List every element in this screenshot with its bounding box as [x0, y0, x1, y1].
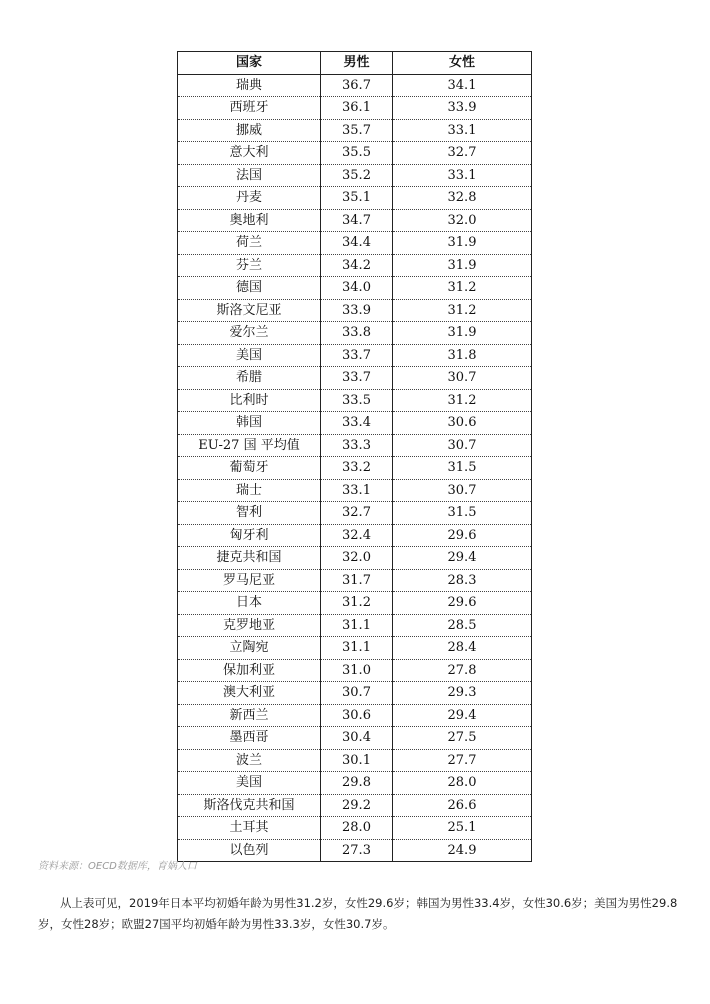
table-row — [178, 97, 532, 120]
cell-female: 28.3 — [393, 569, 532, 592]
cell-country: 波兰 — [178, 749, 321, 772]
cell-male: 36.1 — [321, 97, 393, 120]
cell-female: 31.2 — [393, 277, 532, 300]
cell-country: 奥地利 — [178, 209, 321, 232]
header-country: 国家 — [178, 52, 321, 75]
cell-male: 33.2 — [321, 457, 393, 480]
cell-country: 挪威 — [178, 119, 321, 142]
cell-male: 30.4 — [321, 727, 393, 750]
cell-female: 31.5 — [393, 457, 532, 480]
table-row — [178, 569, 532, 592]
cell-female: 30.6 — [393, 412, 532, 435]
cell-country: 瑞典 — [178, 74, 321, 97]
table-row — [178, 389, 532, 412]
cell-female: 29.3 — [393, 682, 532, 705]
cell-country: 爱尔兰 — [178, 322, 321, 345]
cell-female: 31.2 — [393, 299, 532, 322]
cell-country: 美国 — [178, 344, 321, 367]
cell-country: 罗马尼亚 — [178, 569, 321, 592]
header-male: 男性 — [321, 52, 393, 75]
cell-female: 31.8 — [393, 344, 532, 367]
cell-country: 韩国 — [178, 412, 321, 435]
table-row — [178, 839, 532, 862]
cell-female: 27.8 — [393, 659, 532, 682]
cell-male: 30.7 — [321, 682, 393, 705]
table-row — [178, 794, 532, 817]
cell-female: 27.7 — [393, 749, 532, 772]
table-row — [178, 164, 532, 187]
table-row — [178, 479, 532, 502]
table-row — [178, 749, 532, 772]
cell-female: 28.4 — [393, 637, 532, 660]
cell-female: 28.5 — [393, 614, 532, 637]
cell-male: 33.7 — [321, 344, 393, 367]
table-row — [178, 187, 532, 210]
cell-female: 31.9 — [393, 232, 532, 255]
cell-female: 31.9 — [393, 322, 532, 345]
table-row — [178, 592, 532, 615]
cell-country: 立陶宛 — [178, 637, 321, 660]
table-row — [178, 524, 532, 547]
cell-country: 美国 — [178, 772, 321, 795]
cell-male: 32.4 — [321, 524, 393, 547]
cell-male: 33.3 — [321, 434, 393, 457]
cell-male: 35.1 — [321, 187, 393, 210]
table-row — [178, 367, 532, 390]
cell-male: 30.6 — [321, 704, 393, 727]
cell-male: 34.4 — [321, 232, 393, 255]
cell-male: 35.2 — [321, 164, 393, 187]
cell-male: 35.5 — [321, 142, 393, 165]
cell-male: 32.7 — [321, 502, 393, 525]
table-row — [178, 502, 532, 525]
table-row — [178, 344, 532, 367]
cell-country: 墨西哥 — [178, 727, 321, 750]
table-row — [178, 254, 532, 277]
cell-female: 31.5 — [393, 502, 532, 525]
cell-female: 33.1 — [393, 119, 532, 142]
cell-female: 33.1 — [393, 164, 532, 187]
cell-country: 法国 — [178, 164, 321, 187]
cell-male: 34.2 — [321, 254, 393, 277]
cell-country: 芬兰 — [178, 254, 321, 277]
cell-country: EU-27 国 平均值 — [178, 434, 321, 457]
cell-male: 33.5 — [321, 389, 393, 412]
table-header-row — [178, 52, 532, 75]
cell-female: 25.1 — [393, 817, 532, 840]
table-row — [178, 682, 532, 705]
table-row — [178, 817, 532, 840]
marriage-age-table — [177, 51, 532, 862]
cell-female: 31.2 — [393, 389, 532, 412]
cell-female: 32.7 — [393, 142, 532, 165]
cell-country: 以色列 — [229, 842, 269, 858]
cell-female: 24.9 — [393, 839, 532, 862]
cell-country: 葡萄牙 — [178, 457, 321, 480]
cell-male: 27.3 — [321, 839, 393, 862]
cell-country: 捷克共和国 — [178, 547, 321, 570]
cell-male: 31.1 — [321, 637, 393, 660]
cell-male: 31.7 — [321, 569, 393, 592]
cell-country: 新西兰 — [178, 704, 321, 727]
cell-female: 29.4 — [393, 704, 532, 727]
cell-female: 34.1 — [393, 74, 532, 97]
table-body — [178, 74, 532, 862]
table-row — [178, 322, 532, 345]
cell-female: 29.4 — [393, 547, 532, 570]
cell-country: 斯洛文尼亚 — [178, 299, 321, 322]
cell-country: 荷兰 — [178, 232, 321, 255]
cell-male: 29.8 — [321, 772, 393, 795]
table-row — [178, 434, 532, 457]
cell-country: 意大利 — [178, 142, 321, 165]
cell-country: 土耳其 — [178, 817, 321, 840]
cell-male: 28.0 — [321, 817, 393, 840]
cell-country: 匈牙利 — [178, 524, 321, 547]
table-row — [178, 637, 532, 660]
cell-country: 斯洛伐克共和国 — [178, 794, 321, 817]
cell-female: 30.7 — [393, 479, 532, 502]
cell-female: 29.6 — [393, 592, 532, 615]
table-row — [178, 659, 532, 682]
cell-country: 日本 — [178, 592, 321, 615]
summary-paragraph: 从上表可见，2019年日本平均初婚年龄为男性31.2岁，女性29.6岁；韩国为男性33.4岁，女性30.6岁；美国为男性29.8岁，女性28岁；欧盟27国平均初婚年龄为男性33.3岁，女性30.7岁。 — [38, 896, 678, 931]
cell-male: 33.9 — [321, 299, 393, 322]
table-row — [178, 119, 532, 142]
table-row — [178, 772, 532, 795]
cell-country: 澳大利亚 — [178, 682, 321, 705]
cell-male: 32.0 — [321, 547, 393, 570]
table-row — [178, 412, 532, 435]
cell-country: 西班牙 — [178, 97, 321, 120]
cell-female: 30.7 — [393, 367, 532, 390]
table-row — [178, 457, 532, 480]
cell-country: 德国 — [178, 277, 321, 300]
table-row — [178, 74, 532, 97]
cell-male: 36.7 — [321, 74, 393, 97]
table-row — [178, 547, 532, 570]
table-row — [178, 614, 532, 637]
cell-male: 31.2 — [321, 592, 393, 615]
cell-male: 31.1 — [321, 614, 393, 637]
cell-male: 33.7 — [321, 367, 393, 390]
header-female: 女性 — [393, 52, 532, 75]
cell-male: 30.1 — [321, 749, 393, 772]
cell-country: 丹麦 — [178, 187, 321, 210]
cell-country: 智利 — [178, 502, 321, 525]
cell-female: 30.7 — [393, 434, 532, 457]
cell-male: 34.7 — [321, 209, 393, 232]
cell-country: 希腊 — [178, 367, 321, 390]
source-note: 资料来源：OECD数据库，育娲人口 — [38, 861, 197, 872]
cell-female: 29.6 — [393, 524, 532, 547]
cell-female: 28.0 — [393, 772, 532, 795]
table-row — [178, 142, 532, 165]
cell-female: 32.8 — [393, 187, 532, 210]
cell-country: 瑞士 — [178, 479, 321, 502]
table-row — [178, 277, 532, 300]
cell-female: 33.9 — [393, 97, 532, 120]
cell-male: 33.4 — [321, 412, 393, 435]
cell-female: 32.0 — [393, 209, 532, 232]
table-row — [178, 232, 532, 255]
cell-female: 26.6 — [393, 794, 532, 817]
cell-male: 33.8 — [321, 322, 393, 345]
cell-country: 保加利亚 — [178, 659, 321, 682]
cell-male: 35.7 — [321, 119, 393, 142]
table-row — [178, 704, 532, 727]
cell-male: 33.1 — [321, 479, 393, 502]
table-row — [178, 299, 532, 322]
cell-male: 29.2 — [321, 794, 393, 817]
cell-male: 31.0 — [321, 659, 393, 682]
cell-country: 比利时 — [178, 389, 321, 412]
table-row — [178, 727, 532, 750]
cell-male: 34.0 — [321, 277, 393, 300]
cell-female: 27.5 — [393, 727, 532, 750]
cell-female: 31.9 — [393, 254, 532, 277]
cell-country: 克罗地亚 — [178, 614, 321, 637]
table-row — [178, 209, 532, 232]
